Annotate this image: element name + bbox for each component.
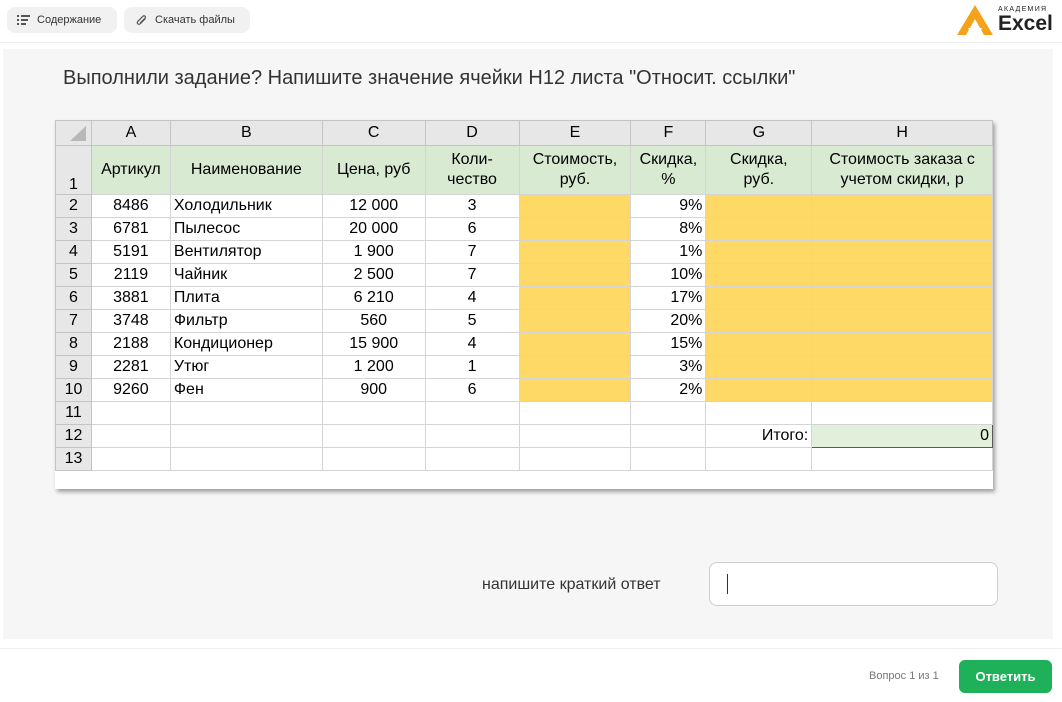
download-files-button[interactable] bbox=[124, 7, 250, 33]
cost-cell bbox=[519, 264, 631, 287]
paperclip-icon bbox=[136, 14, 148, 27]
col-header-b: B bbox=[170, 121, 322, 146]
price-cell: 20 000 bbox=[322, 218, 425, 241]
discount-percent-cell: 15% bbox=[631, 333, 706, 356]
logo-small-text: АКАДЕМИЯ bbox=[998, 6, 1048, 13]
logo-mark-icon bbox=[956, 4, 994, 36]
quantity-cell: 3 bbox=[425, 195, 519, 218]
spreadsheet-grid bbox=[55, 120, 993, 471]
order-total-cell bbox=[812, 218, 993, 241]
article-cell: 3748 bbox=[91, 310, 170, 333]
discount-percent-cell: 17% bbox=[631, 287, 706, 310]
order-total-cell bbox=[812, 379, 993, 402]
name-cell: Плита bbox=[170, 287, 322, 310]
discount-percent-cell: 8% bbox=[631, 218, 706, 241]
discount-rub-cell bbox=[706, 218, 812, 241]
name-cell: Кондиционер bbox=[170, 333, 322, 356]
discount-percent-cell: 10% bbox=[631, 264, 706, 287]
row-number: 13 bbox=[56, 448, 92, 471]
col-header-f: F bbox=[631, 121, 706, 146]
cost-cell bbox=[519, 379, 631, 402]
row-number: 7 bbox=[56, 310, 92, 333]
total-row bbox=[56, 425, 993, 448]
column-header-row bbox=[56, 121, 993, 146]
row-number: 4 bbox=[56, 241, 92, 264]
header-order-total: Стоимость заказа с учетом скидки, р bbox=[812, 146, 993, 195]
row-number: 12 bbox=[56, 425, 92, 448]
header-discount-rub: Скидка, руб. bbox=[706, 146, 812, 195]
text-caret bbox=[727, 574, 728, 594]
name-cell: Утюг bbox=[170, 356, 322, 379]
name-cell: Фильтр bbox=[170, 310, 322, 333]
discount-rub-cell bbox=[706, 333, 812, 356]
price-cell: 900 bbox=[322, 379, 425, 402]
submit-answer-button[interactable]: Ответить bbox=[959, 660, 1052, 693]
article-cell: 2119 bbox=[91, 264, 170, 287]
table-row bbox=[56, 333, 993, 356]
discount-percent-cell: 20% bbox=[631, 310, 706, 333]
quantity-cell: 7 bbox=[425, 264, 519, 287]
question-text: Выполнили задание? Напишите значение ячейки H12 листа "Относит. ссылки" bbox=[63, 67, 796, 89]
select-all-corner bbox=[56, 121, 92, 146]
discount-rub-cell bbox=[706, 356, 812, 379]
quantity-cell: 5 bbox=[425, 310, 519, 333]
table-row bbox=[56, 264, 993, 287]
quantity-cell: 6 bbox=[425, 379, 519, 402]
article-cell: 8486 bbox=[91, 195, 170, 218]
table-row bbox=[56, 241, 993, 264]
table-row bbox=[56, 402, 993, 425]
row-number: 6 bbox=[56, 287, 92, 310]
article-cell: 2281 bbox=[91, 356, 170, 379]
spreadsheet-image bbox=[55, 120, 993, 489]
row-number: 5 bbox=[56, 264, 92, 287]
short-answer-input[interactable] bbox=[709, 562, 998, 606]
row-number: 9 bbox=[56, 356, 92, 379]
price-cell: 2 500 bbox=[322, 264, 425, 287]
order-total-cell bbox=[812, 195, 993, 218]
quantity-cell: 4 bbox=[425, 287, 519, 310]
cost-cell bbox=[519, 333, 631, 356]
article-cell: 6781 bbox=[91, 218, 170, 241]
cost-cell bbox=[519, 287, 631, 310]
cost-cell bbox=[519, 241, 631, 264]
article-cell: 3881 bbox=[91, 287, 170, 310]
total-value-cell: 0 bbox=[812, 425, 993, 448]
discount-percent-cell: 9% bbox=[631, 195, 706, 218]
order-total-cell bbox=[812, 310, 993, 333]
price-cell: 560 bbox=[322, 310, 425, 333]
discount-percent-cell: 3% bbox=[631, 356, 706, 379]
table-row bbox=[56, 287, 993, 310]
header-cost: Стоимость, руб. bbox=[519, 146, 631, 195]
price-cell: 1 900 bbox=[322, 241, 425, 264]
table-row bbox=[56, 195, 993, 218]
name-cell: Холодильник bbox=[170, 195, 322, 218]
discount-percent-cell: 2% bbox=[631, 379, 706, 402]
table-row bbox=[56, 310, 993, 333]
quantity-cell: 1 bbox=[425, 356, 519, 379]
price-cell: 15 900 bbox=[322, 333, 425, 356]
header-quantity: Коли- чество bbox=[425, 146, 519, 195]
quantity-cell: 4 bbox=[425, 333, 519, 356]
order-total-cell bbox=[812, 287, 993, 310]
order-total-cell bbox=[812, 241, 993, 264]
quantity-cell: 6 bbox=[425, 218, 519, 241]
row-number: 3 bbox=[56, 218, 92, 241]
row-number: 2 bbox=[56, 195, 92, 218]
col-header-h: H bbox=[812, 121, 993, 146]
col-header-e: E bbox=[519, 121, 631, 146]
akademiya-excel-logo bbox=[956, 4, 1054, 36]
cost-cell bbox=[519, 195, 631, 218]
list-icon bbox=[17, 15, 30, 25]
discount-rub-cell bbox=[706, 310, 812, 333]
order-total-cell bbox=[812, 333, 993, 356]
row-number: 1 bbox=[56, 146, 92, 195]
footer-divider bbox=[0, 648, 1062, 649]
row-number: 8 bbox=[56, 333, 92, 356]
header-price: Цена, руб bbox=[322, 146, 425, 195]
table-row bbox=[56, 356, 993, 379]
order-total-cell bbox=[812, 356, 993, 379]
discount-percent-cell: 1% bbox=[631, 241, 706, 264]
row-number: 11 bbox=[56, 402, 92, 425]
table-row bbox=[56, 379, 993, 402]
table-header-row bbox=[56, 146, 993, 195]
col-header-d: D bbox=[425, 121, 519, 146]
discount-rub-cell bbox=[706, 195, 812, 218]
question-progress: Вопрос 1 из 1 bbox=[869, 670, 939, 682]
cost-cell bbox=[519, 356, 631, 379]
row-number: 10 bbox=[56, 379, 92, 402]
col-header-c: C bbox=[322, 121, 425, 146]
order-total-cell bbox=[812, 264, 993, 287]
name-cell: Фен bbox=[170, 379, 322, 402]
table-row bbox=[56, 218, 993, 241]
contents-label: Содержание bbox=[37, 14, 102, 26]
download-label: Скачать файлы bbox=[155, 14, 235, 26]
quantity-cell: 7 bbox=[425, 241, 519, 264]
discount-rub-cell bbox=[706, 264, 812, 287]
name-cell: Чайник bbox=[170, 264, 322, 287]
col-header-g: G bbox=[706, 121, 812, 146]
header-discount-percent: Скидка, % bbox=[631, 146, 706, 195]
logo-big-text: Excel bbox=[998, 12, 1053, 35]
total-label: Итого: bbox=[706, 425, 812, 448]
name-cell: Вентилятор bbox=[170, 241, 322, 264]
answer-label: напишите краткий ответ bbox=[482, 576, 661, 593]
cost-cell bbox=[519, 218, 631, 241]
article-cell: 5191 bbox=[91, 241, 170, 264]
corner-triangle-icon bbox=[68, 126, 88, 142]
discount-rub-cell bbox=[706, 287, 812, 310]
contents-button[interactable] bbox=[7, 7, 117, 33]
price-cell: 6 210 bbox=[322, 287, 425, 310]
article-cell: 9260 bbox=[91, 379, 170, 402]
cost-cell bbox=[519, 310, 631, 333]
name-cell: Пылесос bbox=[170, 218, 322, 241]
price-cell: 12 000 bbox=[322, 195, 425, 218]
header-name: Наименование bbox=[170, 146, 322, 195]
discount-rub-cell bbox=[706, 379, 812, 402]
header-article: Артикул bbox=[91, 146, 170, 195]
discount-rub-cell bbox=[706, 241, 812, 264]
article-cell: 2188 bbox=[91, 333, 170, 356]
top-bar bbox=[0, 0, 1062, 43]
col-header-a: A bbox=[91, 121, 170, 146]
table-row bbox=[56, 448, 993, 471]
price-cell: 1 200 bbox=[322, 356, 425, 379]
